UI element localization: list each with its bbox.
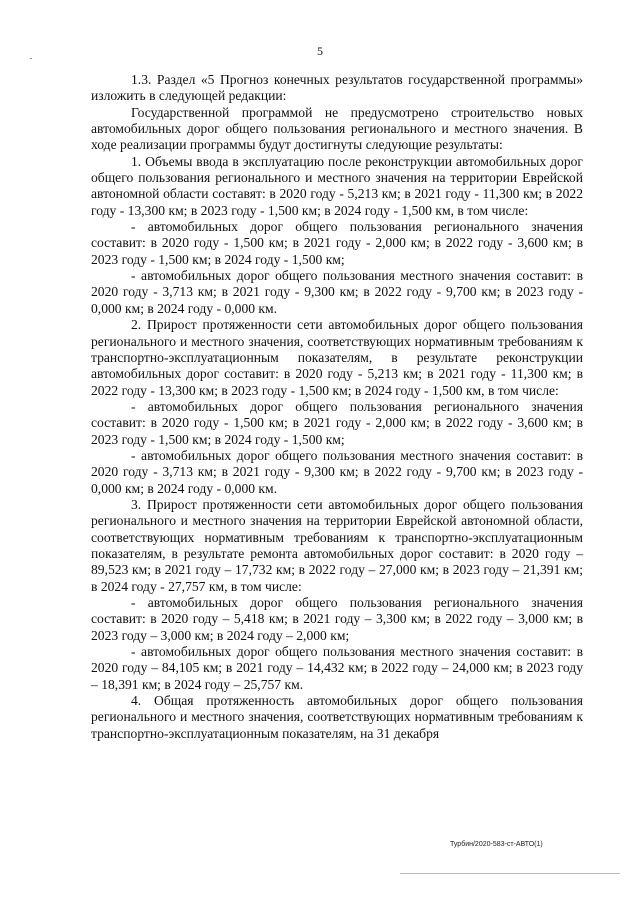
paragraph-section-heading: 1.3. Раздел «5 Прогноз конечных результатов государственной программы» изложить в следующей редакции:	[91, 72, 583, 104]
document-body	[91, 72, 583, 742]
paragraph-item-1-local: - автомобильных дорог общего пользования местного значения составит: в 2020 году - 3,713 км; в 2021 году - 9,300 км; в 2022 году - 9,700 км; в 2023 году - 0,000 км; в 2024 году - 0,000 км.	[91, 268, 583, 316]
paragraph-item-3-regional: - автомобильных дорог общего пользования регионального значения составит: в 2020 году – 5,418 км; в 2021 году – 3,300 км; в 2022 году – 3,000 км; в 2023 году – 3,000 км; в 2024 году – 2,000 км;	[91, 595, 583, 643]
paragraph-item-1: 1. Объемы ввода в эксплуатацию после реконструкции автомобильных дорог общего пользования регионального и местного значения на территории Еврейской автономной области составят: в 2020 году - 5,213 км; в 2021 году - 11,300 км; в 2022 году - 13,300 км; в 2023 году - 1,500 км; в 2024 году - 1,500 км, в том числе:	[91, 153, 583, 218]
document-code: Турбин/2020-583-ст-АВТО(1)	[450, 841, 543, 848]
paragraph-item-2-regional: - автомобильных дорог общего пользования регионального значения составит: в 2020 году - 1,500 км; в 2021 году - 2,000 км; в 2022 году - 3,600 км; в 2023 году - 1,500 км; в 2024 году - 1,500 км;	[91, 398, 583, 447]
footer-divider	[400, 873, 620, 874]
page-number: 5	[317, 44, 323, 58]
paragraph-intro: Государственной программой не предусмотрено строительство новых автомобильных дорог общего пользования регионального и местного значения. В ходе реализации программы будут достигнуты следующие результаты:	[91, 104, 583, 153]
paragraph-item-4: 4. Общая протяженность автомобильных дорог общего пользования регионального и местного значения, соответствующих нормативным требованиям к транспортно-эксплуатационным показателям, на 31 декабря	[91, 693, 583, 741]
paragraph-item-3-local: - автомобильных дорог общего пользования местного значения составит: в 2020 году – 84,105 км; в 2021 году – 14,432 км; в 2022 году – 24,000 км; в 2023 году – 18,391 км; в 2024 году – 25,757 км.	[91, 644, 583, 692]
paragraph-item-2: 2. Прирост протяженности сети автомобильных дорог общего пользования регионального и местного значения, соответствующих нормативным требованиям к транспортно-эксплуатационным показателям, в результате реконструкции автомобильных дорог составит: в 2020 году - 5,213 км; в 2021 году - 11,300 км; в 2022 году - 13,300 км; в 2023 году - 1,500 км; в 2024 году - 1,500 км, в том числе:	[91, 317, 583, 398]
paragraph-item-3: 3. Прирост протяженности сети автомобильных дорог общего пользования регионального и местного значения на территории Еврейской автономной области, соответствующих нормативным требованиям к транспортно-эксплуатационным показателям, в результате ремонта автомобильных дорог составит: в 2020 году – 89,523 км; в 2021 году – 17,732 км; в 2022 году – 27,000 км; в 2023 году – 21,391 км; в 2024 году - 27,757 км, в том числе:	[91, 496, 583, 594]
paragraph-item-1-regional: - автомобильных дорог общего пользования регионального значения составит: в 2020 году - 1,500 км; в 2021 году - 2,000 км; в 2022 году - 3,600 км; в 2023 году - 1,500 км; в 2024 году - 1,500 км;	[91, 219, 583, 267]
scan-speck	[30, 58, 32, 59]
paragraph-item-2-local: - автомобильных дорог общего пользования местного значения составит: в 2020 году - 3,713 км; в 2021 году - 9,300 км; в 2022 году - 9,700 км; в 2023 году - 0,000 км; в 2024 году - 0,000 км.	[91, 447, 583, 496]
